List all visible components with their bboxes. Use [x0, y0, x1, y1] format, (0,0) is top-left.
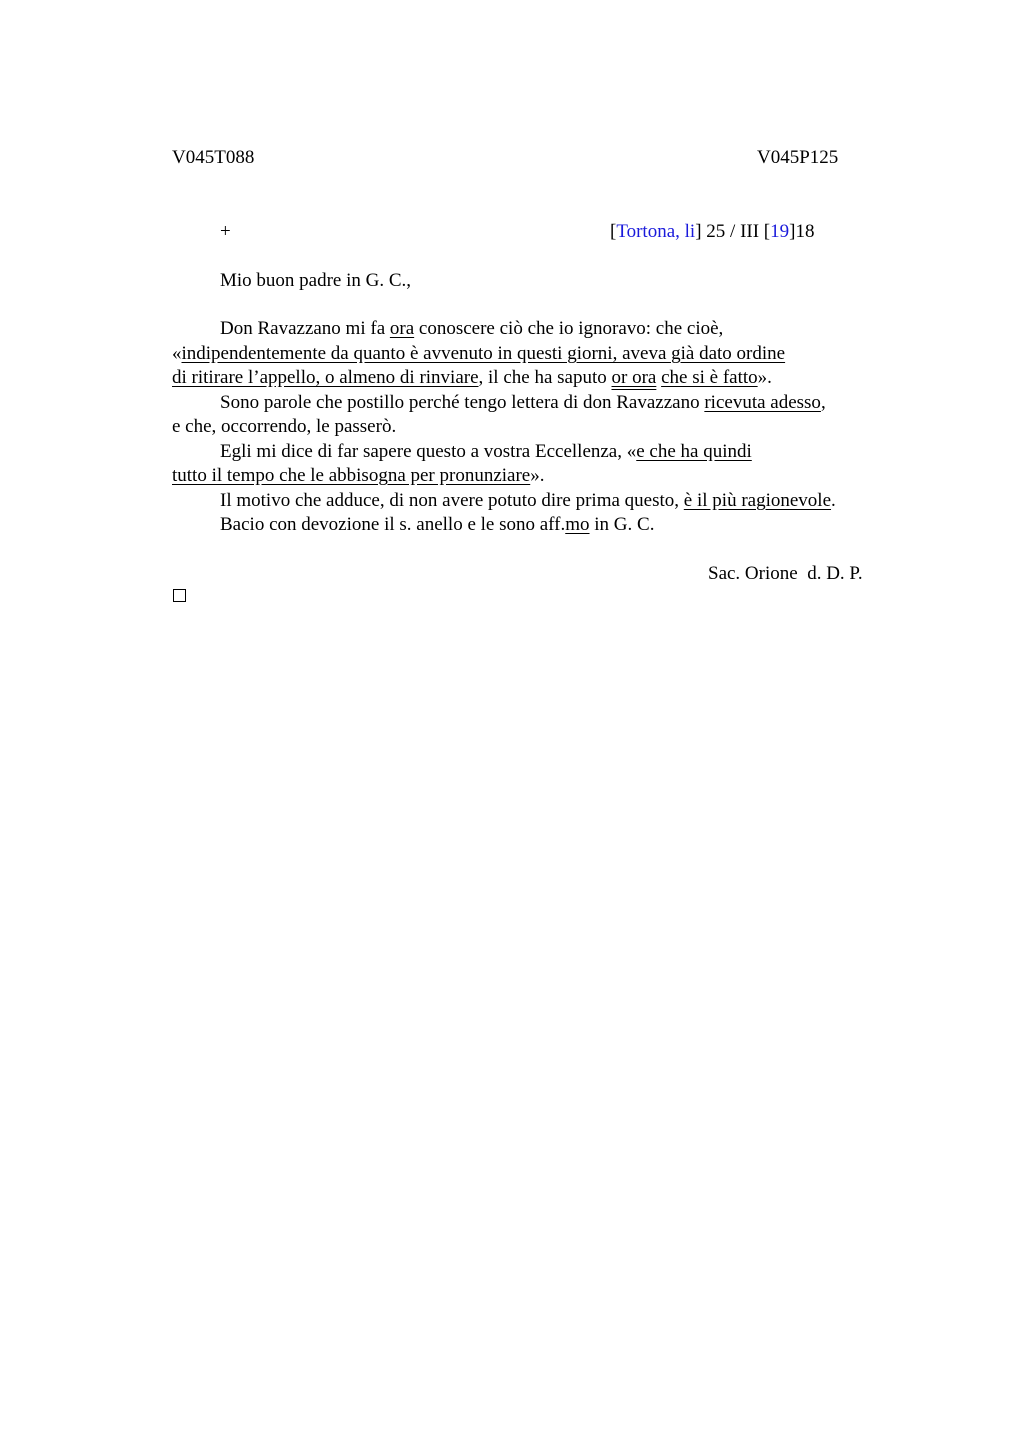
checkbox-square-icon	[173, 589, 186, 602]
signature: Sac. Orione d. D. P.	[708, 563, 863, 584]
cross-symbol: +	[220, 221, 231, 242]
underlined-text: ora	[389, 318, 415, 339]
underlined-text: e che ha quindi	[636, 441, 752, 462]
body-line-4	[220, 391, 826, 415]
dateline-century: 19	[770, 221, 790, 242]
double-underlined-text: or ora	[611, 367, 657, 388]
text-segment: Bacio con devozione il s. anello e le sono aff.	[220, 514, 566, 535]
body-line-7	[172, 464, 545, 488]
body-line-1	[220, 317, 723, 341]
text-segment: ,	[820, 392, 826, 413]
text-segment: Don Ravazzano mi fa	[220, 318, 390, 339]
text-segment: «	[172, 343, 182, 364]
document-code-left: V045T088	[172, 147, 255, 168]
text-segment: .	[831, 490, 836, 511]
dateline	[610, 221, 814, 243]
body-line-8	[220, 489, 836, 513]
text-segment: ».	[757, 367, 772, 388]
dateline-open-bracket: [	[610, 221, 617, 242]
body-line-5: e che, occorrendo, le passerò.	[172, 416, 397, 437]
text-segment: Sono parole che postillo perché tengo lettera di don Ravazzano	[220, 392, 705, 413]
body-line-6	[220, 440, 752, 464]
text-segment: Egli mi dice di far sapere questo a vostra Eccellenza, «	[220, 441, 637, 462]
text-segment: in G. C.	[589, 514, 655, 535]
underlined-text: mo	[565, 514, 590, 535]
text-segment: , il che ha saputo	[478, 367, 612, 388]
dateline-place: Tortona, li	[616, 221, 696, 242]
salutation: Mio buon padre in G. C.,	[220, 270, 412, 291]
text-segment: ».	[530, 465, 545, 486]
body-line-2	[172, 342, 785, 366]
underlined-text: indipendentemente da quanto è avvenuto in questi giorni, aveva già dato ordine	[181, 343, 786, 364]
document-code-right: V045P125	[757, 147, 839, 168]
underlined-text: ricevuta adesso	[704, 392, 821, 413]
dateline-date: ] 25 / III [	[695, 221, 771, 242]
underlined-text: che si è fatto	[661, 367, 758, 388]
body-line-3	[172, 366, 772, 390]
underlined-text: è il più ragionevole	[683, 490, 832, 511]
body-line-9	[220, 513, 654, 537]
text-segment: Il motivo che adduce, di non avere potuto dire prima questo,	[220, 490, 684, 511]
dateline-year: ]18	[789, 221, 815, 242]
underlined-text: di ritirare l’appello, o almeno di rinviare	[172, 367, 479, 388]
text-segment: conoscere ciò che io ignoravo: che cioè,	[414, 318, 724, 339]
underlined-text: tutto il tempo che le abbisogna per pronunziare	[172, 465, 531, 486]
